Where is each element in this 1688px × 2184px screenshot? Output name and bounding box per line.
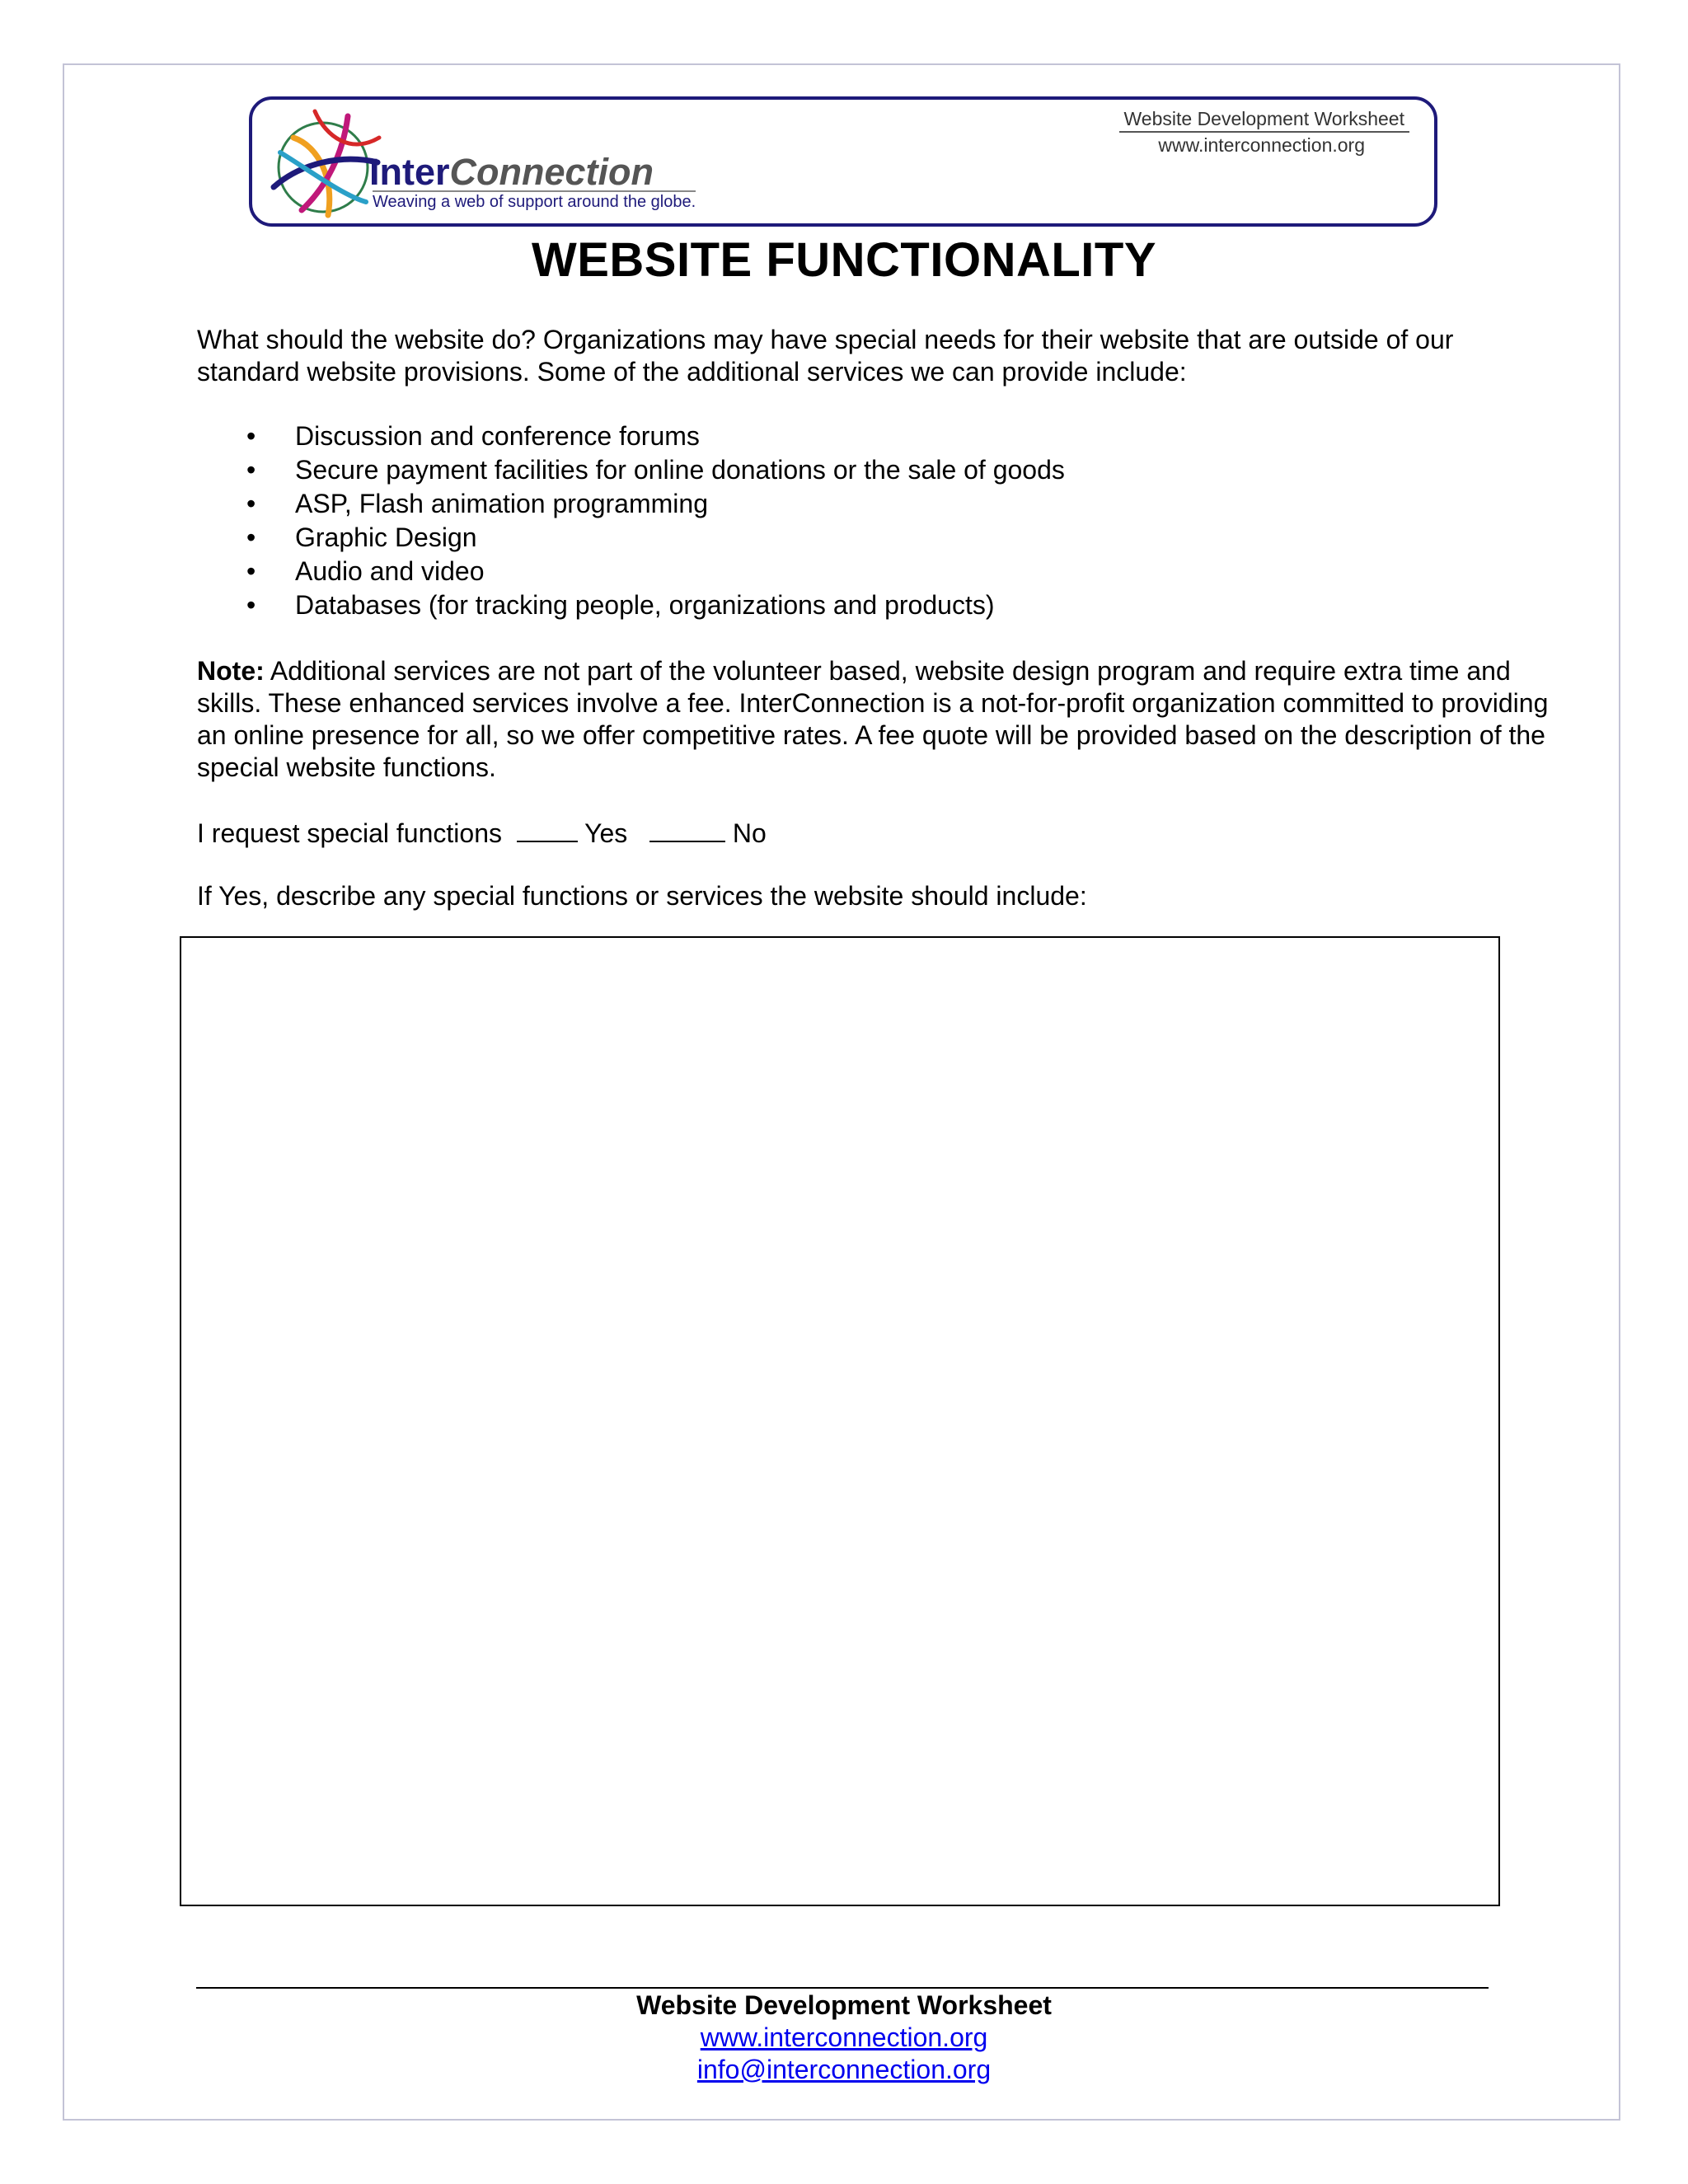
globe-logo-icon	[269, 105, 384, 220]
no-label: No	[732, 818, 767, 848]
brand-name-connection: Connection	[449, 151, 654, 193]
banner-url: www.interconnection.org	[1158, 134, 1365, 156]
describe-functions-box[interactable]	[180, 936, 1500, 1906]
yes-blank-field[interactable]	[517, 816, 578, 842]
list-item	[197, 522, 1549, 555]
list-item-text: ASP, Flash animation programming	[295, 489, 708, 518]
bullet-icon: •	[246, 556, 256, 586]
banner-right	[1119, 106, 1409, 157]
note-label: Note:	[197, 656, 265, 686]
list-item	[197, 420, 1549, 454]
note-text: Additional services are not part of the volunteer based, website design program and require extra time and skills. These enhanced services involve a fee. InterConnection is a not-for-profit organization committed to providing an online presence for all, so we offer competitive rates. A fee quote will be provided based on the description of the special website functions.	[197, 656, 1549, 782]
list-item-text: Audio and video	[295, 556, 485, 586]
brand-name	[369, 151, 654, 194]
brand-name-inter: Inter	[369, 151, 450, 193]
yes-label: Yes	[584, 818, 628, 848]
no-blank-field[interactable]	[649, 816, 725, 842]
header-banner	[249, 96, 1437, 227]
list-item-text: Secure payment facilities for online donations or the sale of goods	[295, 455, 1065, 485]
bullet-icon: •	[246, 455, 256, 485]
list-item-text: Graphic Design	[295, 523, 477, 552]
request-label: I request special functions	[197, 818, 502, 848]
request-line	[197, 816, 1549, 850]
list-item-text: Discussion and conference forums	[295, 421, 700, 451]
page-title: WEBSITE FUNCTIONALITY	[531, 233, 1156, 287]
list-item	[197, 555, 1549, 589]
banner-worksheet-label: Website Development Worksheet	[1119, 106, 1409, 133]
bullet-icon: •	[246, 590, 256, 620]
services-list	[197, 420, 1549, 623]
list-item	[197, 488, 1549, 522]
footer	[0, 1990, 1688, 2086]
list-item-text: Databases (for tracking people, organizations and products)	[295, 590, 995, 620]
brand-tagline: Weaving a web of support around the globe.	[373, 190, 696, 212]
describe-prompt: If Yes, describe any special functions or services the website should include:	[197, 881, 1087, 911]
list-item	[197, 589, 1549, 623]
bullet-icon: •	[246, 523, 256, 552]
bullet-icon: •	[246, 421, 256, 451]
content	[197, 324, 1549, 912]
footer-website-link[interactable]: www.interconnection.org	[700, 2022, 988, 2052]
note-paragraph	[197, 655, 1549, 784]
intro-paragraph: What should the website do? Organizations may have special needs for their website that are outside of our standard website provisions. Some of the additional services we can provide include:	[197, 325, 1454, 387]
list-item	[197, 454, 1549, 488]
footer-divider	[196, 1987, 1489, 1989]
bullet-icon: •	[246, 489, 256, 518]
footer-email-link[interactable]: info@interconnection.org	[696, 2055, 992, 2084]
footer-title: Website Development Worksheet	[636, 1990, 1052, 2020]
